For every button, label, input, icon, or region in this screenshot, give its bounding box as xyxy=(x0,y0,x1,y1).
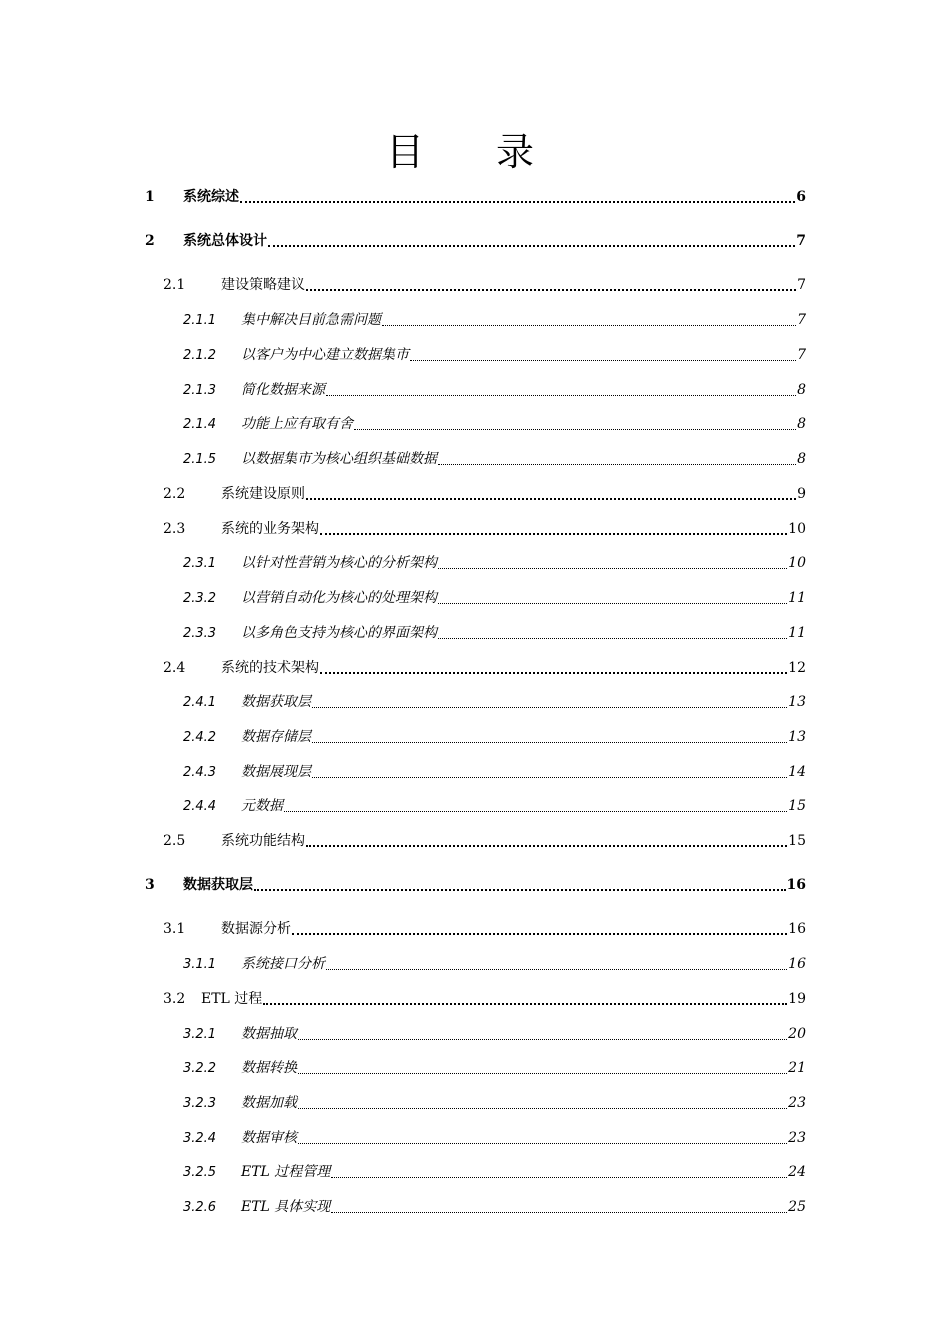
toc-dot-leader xyxy=(240,201,795,203)
toc-entry[interactable] xyxy=(183,691,806,713)
toc-entry-page: 7 xyxy=(797,312,806,328)
toc-entry-label: 以数据集市为核心组织基础数据 xyxy=(241,451,437,467)
toc-entry[interactable] xyxy=(183,795,806,817)
toc-entry-number: 3.1.1 xyxy=(183,957,217,972)
toc-entry-page: 8 xyxy=(797,382,806,398)
toc-dot-leader xyxy=(326,969,787,970)
toc-entry-number: 2.5 xyxy=(163,833,186,849)
toc-entry-number: 2.1.5 xyxy=(183,452,217,467)
toc-entry-number: 2.4.4 xyxy=(183,799,217,814)
toc-entry-label: 以多角色支持为核心的界面架构 xyxy=(241,625,437,641)
toc-entry-page: 8 xyxy=(797,416,806,432)
toc-entry-page: 19 xyxy=(788,991,806,1007)
toc-entry[interactable] xyxy=(183,622,806,644)
toc-dot-leader xyxy=(298,1073,787,1074)
toc-entry-label: 系统综述 xyxy=(183,189,239,205)
toc-entry[interactable] xyxy=(145,230,806,252)
toc-entry-label: 数据源分析 xyxy=(221,921,291,937)
toc-entry-number: 2.2 xyxy=(163,486,186,502)
toc-entry-page: 7 xyxy=(797,277,806,293)
toc-entry-label: 集中解决目前急需问题 xyxy=(241,312,381,328)
toc-entry-label: 系统功能结构 xyxy=(221,833,305,849)
toc-entry[interactable] xyxy=(183,309,806,331)
toc-dot-leader xyxy=(438,568,787,569)
toc-entry[interactable] xyxy=(145,186,806,208)
toc-entry-label: 数据加载 xyxy=(241,1095,297,1111)
toc-entry-page: 7 xyxy=(796,233,806,249)
toc-entry-page: 8 xyxy=(797,451,806,467)
toc-entry-page: 23 xyxy=(788,1095,806,1111)
toc-entry[interactable] xyxy=(183,1127,806,1149)
toc-entry-number: 1 xyxy=(145,189,155,205)
toc-entry[interactable] xyxy=(163,918,806,940)
toc-dot-leader xyxy=(312,777,787,778)
toc-entry-label: 元数据 xyxy=(241,798,283,814)
toc-entry-label: ETL 具体实现 xyxy=(241,1199,331,1215)
toc-entry[interactable] xyxy=(183,953,806,975)
toc-entry-page: 15 xyxy=(788,798,806,814)
toc-dot-leader xyxy=(284,811,787,812)
toc-entry-page: 10 xyxy=(788,555,806,571)
toc-dot-leader xyxy=(306,845,787,847)
toc-entry-label: ETL 过程管理 xyxy=(241,1164,331,1180)
toc-dot-leader xyxy=(438,603,787,604)
toc-entry-page: 13 xyxy=(788,729,806,745)
toc-entry[interactable] xyxy=(183,1161,806,1183)
toc-entry-number: 3.2.4 xyxy=(183,1131,217,1146)
toc-entry-page: 16 xyxy=(786,877,806,893)
toc-entry[interactable] xyxy=(163,657,806,679)
toc-entry[interactable] xyxy=(183,761,806,783)
toc-entry-number: 3.2.1 xyxy=(183,1027,217,1042)
toc-entry-number: 2 xyxy=(145,233,155,249)
toc-entry-number: 2.4 xyxy=(163,660,186,676)
toc-entry[interactable] xyxy=(183,1092,806,1114)
toc-entry[interactable] xyxy=(163,518,806,540)
toc-dot-leader xyxy=(298,1039,787,1040)
toc-entry-number: 2.4.3 xyxy=(183,765,217,780)
toc-entry-label: 系统的技术架构 xyxy=(221,660,319,676)
toc-entry-page: 6 xyxy=(796,189,806,205)
toc-dot-leader xyxy=(410,360,796,361)
toc-dot-leader xyxy=(254,889,786,891)
toc-dot-leader xyxy=(331,1177,787,1178)
toc-entry[interactable] xyxy=(183,448,806,470)
toc-dot-leader xyxy=(320,672,787,674)
toc-entry-page: 25 xyxy=(788,1199,806,1215)
toc-entry-number: 2.1.4 xyxy=(183,417,217,432)
toc-entry[interactable] xyxy=(183,1196,806,1218)
toc-entry-number: 2.3.3 xyxy=(183,626,217,641)
toc-entry-number: 3.2 xyxy=(163,991,186,1007)
toc-entry-page: 23 xyxy=(788,1130,806,1146)
toc-entry-number: 2.3.1 xyxy=(183,556,217,571)
toc-entry-page: 7 xyxy=(797,347,806,363)
toc-entry[interactable] xyxy=(183,413,806,435)
toc-dot-leader xyxy=(326,395,796,396)
toc-entry[interactable] xyxy=(163,988,806,1010)
toc-entry-number: 3 xyxy=(145,877,155,893)
toc-dot-leader xyxy=(263,1003,787,1005)
toc-entry-number: 2.3.2 xyxy=(183,591,217,606)
toc-entry-page: 9 xyxy=(797,486,806,502)
toc-entry-label: 以营销自动化为核心的处理架构 xyxy=(241,590,437,606)
toc-entry-label: 数据获取层 xyxy=(241,694,311,710)
toc-dot-leader xyxy=(306,498,796,500)
toc-entry-label: 数据存储层 xyxy=(241,729,311,745)
toc-title: 目 录 xyxy=(385,130,565,174)
toc-dot-leader xyxy=(438,464,796,465)
toc-entry-page: 14 xyxy=(788,764,806,780)
toc-entry[interactable] xyxy=(183,726,806,748)
toc-entry-label: 数据审核 xyxy=(241,1130,297,1146)
toc-entry[interactable] xyxy=(163,830,806,852)
toc-entry[interactable] xyxy=(183,1057,806,1079)
toc-entry-number: 2.4.1 xyxy=(183,695,217,710)
toc-entry-label: ETL 过程 xyxy=(201,991,263,1007)
toc-entry-number: 2.1.1 xyxy=(183,313,217,328)
toc-entry-number: 2.4.2 xyxy=(183,730,217,745)
toc-entry-page: 11 xyxy=(788,590,806,606)
toc-dot-leader xyxy=(382,325,796,326)
toc-dot-leader xyxy=(354,429,796,430)
toc-entry-page: 16 xyxy=(788,956,806,972)
toc-entry-page: 15 xyxy=(788,833,806,849)
toc-dot-leader xyxy=(438,638,787,639)
toc-entry-label: 系统接口分析 xyxy=(241,956,325,972)
toc-entry-page: 21 xyxy=(788,1060,806,1076)
toc-entry-label: 以针对性营销为核心的分析架构 xyxy=(241,555,437,571)
toc-entry-label: 系统建设原则 xyxy=(221,486,305,502)
toc-entry-page: 12 xyxy=(788,660,806,676)
toc-entry-number: 2.1.2 xyxy=(183,348,217,363)
toc-dot-leader xyxy=(312,742,787,743)
toc-entry-page: 10 xyxy=(788,521,806,537)
toc-entry-number: 3.2.5 xyxy=(183,1165,217,1180)
toc-entry-number: 3.2.3 xyxy=(183,1096,217,1111)
toc-dot-leader xyxy=(298,1108,787,1109)
toc-entry-label: 功能上应有取有舍 xyxy=(241,416,353,432)
toc-entry-label: 系统的业务架构 xyxy=(221,521,319,537)
toc-dot-leader xyxy=(331,1212,787,1213)
toc-entry-number: 2.1.3 xyxy=(183,383,217,398)
toc-dot-leader xyxy=(306,289,796,291)
toc-entry-label: 建设策略建议 xyxy=(221,277,305,293)
toc-entry-label: 数据抽取 xyxy=(241,1026,297,1042)
toc-entry-label: 简化数据来源 xyxy=(241,382,325,398)
toc-entry[interactable] xyxy=(163,274,806,296)
toc-dot-leader xyxy=(312,707,787,708)
toc-entry-label: 系统总体设计 xyxy=(183,233,267,249)
toc-dot-leader xyxy=(320,533,787,535)
toc-entry-number: 3.2.2 xyxy=(183,1061,217,1076)
toc-entry[interactable] xyxy=(163,483,806,505)
toc-dot-leader xyxy=(268,245,795,247)
toc-entry-page: 24 xyxy=(788,1164,806,1180)
toc-entry[interactable] xyxy=(183,1023,806,1045)
toc-entry-label: 以客户为中心建立数据集市 xyxy=(241,347,409,363)
toc-entry-page: 13 xyxy=(788,694,806,710)
toc-entry-page: 16 xyxy=(788,921,806,937)
toc-entry-number: 3.1 xyxy=(163,921,186,937)
toc-entry[interactable] xyxy=(183,552,806,574)
toc-entry-number: 3.2.6 xyxy=(183,1200,217,1215)
toc-entry[interactable] xyxy=(145,874,806,896)
toc-entry-number: 2.3 xyxy=(163,521,186,537)
toc-entry[interactable] xyxy=(183,587,806,609)
toc-entry-label: 数据获取层 xyxy=(183,877,253,893)
toc-entry-label: 数据转换 xyxy=(241,1060,297,1076)
toc-entry[interactable] xyxy=(183,379,806,401)
toc-entry-page: 11 xyxy=(788,625,806,641)
toc-dot-leader xyxy=(292,933,787,935)
toc-dot-leader xyxy=(298,1143,787,1144)
toc-entry-label: 数据展现层 xyxy=(241,764,311,780)
toc-entry-number: 2.1 xyxy=(163,277,186,293)
toc-entry[interactable] xyxy=(183,344,806,366)
toc-entry-page: 20 xyxy=(788,1026,806,1042)
